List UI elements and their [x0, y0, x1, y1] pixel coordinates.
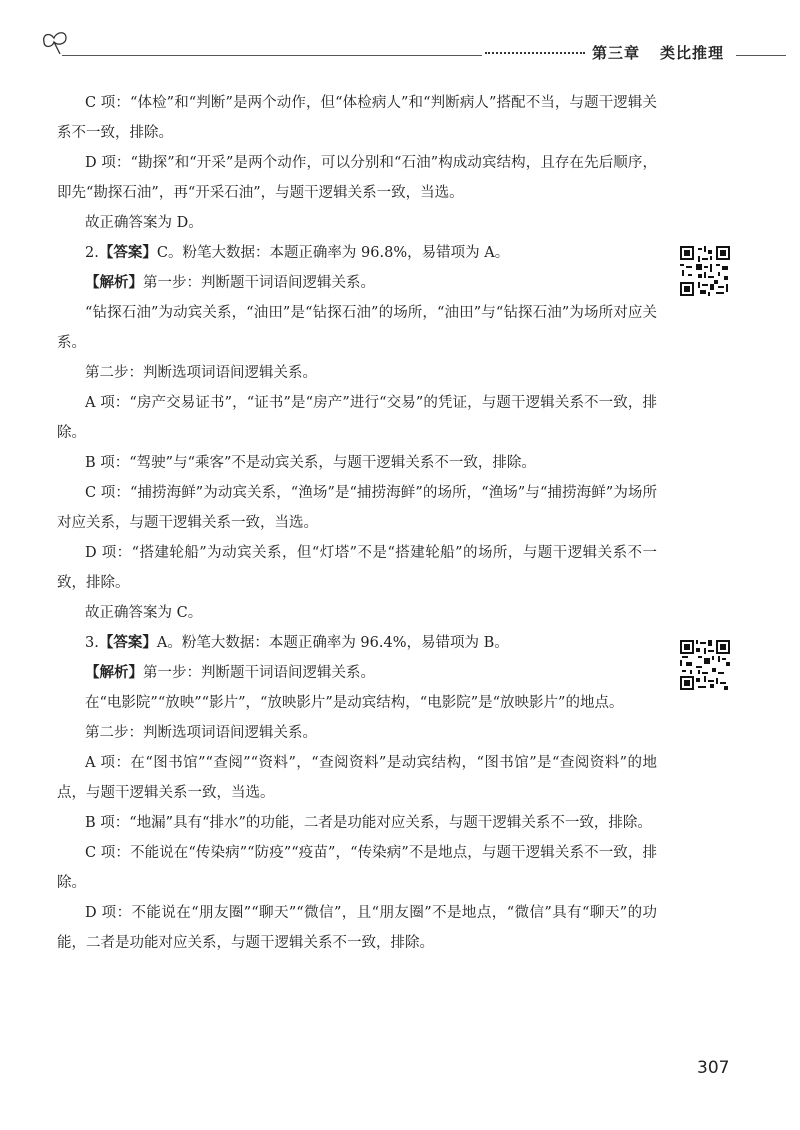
paragraph: C 项：“捕捞海鲜”为动宾关系，“渔场”是“捕捞海鲜”的场所，“渔场”与“捕捞海鲜”为场所对应关系，与题干逻辑关系一致，当选。 [57, 485, 657, 531]
answer-text: A。粉笔大数据：本题正确率为 96.4%，易错项为 B。 [156, 635, 509, 651]
question-number: 2. [85, 245, 99, 261]
analysis-tag: 【解析】 [85, 275, 143, 291]
paragraph: “钻探石油”为动宾关系，“油田”是“钻探石油”的场所，“油田”与“钻探石油”为场所对应关系。 [57, 305, 657, 351]
paragraph: D 项：“搭建轮船”为动宾关系，但“灯塔”不是“搭建轮船”的场所，与题干逻辑关系不一致，排除。 [57, 545, 657, 591]
page-body [57, 88, 657, 958]
paragraph: 故正确答案为 C。 [85, 605, 203, 621]
chapter-number: 第三章 [592, 44, 641, 62]
answer-line [57, 628, 657, 658]
paragraph: 在“电影院”“放映”“影片”，“放映影片”是动宾结构，“电影院”是“放映影片”的地点。 [85, 695, 624, 711]
analysis-text: 第一步：判断题干词语间逻辑关系。 [143, 275, 375, 291]
paragraph: B 项：“地漏”具有“排水”的功能，二者是功能对应关系，与题干逻辑关系不一致，排除。 [85, 815, 652, 831]
paragraph: 第二步：判断选项词语间逻辑关系。 [85, 725, 317, 741]
analysis-text: 第一步：判断题干词语间逻辑关系。 [143, 665, 375, 681]
paragraph: C 项：不能说在“传染病”“防疫”“疫苗”，“传染病”不是地点，与题干逻辑关系不一致，排除。 [57, 845, 657, 891]
header-rule-right [736, 55, 786, 56]
chapter-heading [592, 42, 724, 63]
paragraph: 第二步：判断选项词语间逻辑关系。 [85, 365, 317, 381]
paragraph: 故正确答案为 D。 [85, 215, 203, 231]
analysis-line [57, 268, 657, 298]
paragraph: B 项：“驾驶”与“乘客”不是动宾关系，与题干逻辑关系不一致，排除。 [85, 455, 536, 471]
answer-tag: 【答案】 [98, 635, 157, 651]
page-header [0, 0, 800, 70]
analysis-tag: 【解析】 [85, 665, 143, 681]
paragraph: A 项：在“图书馆”“查阅”“资料”，“查阅资料”是动宾结构，“图书馆”是“查阅资料”的地点，与题干逻辑关系一致，当选。 [57, 755, 657, 801]
paragraph: C 项：“体检”和“判断”是两个动作，但“体检病人”和“判断病人”搭配不当，与题干逻辑关系不一致，排除。 [57, 95, 657, 141]
question-number: 3. [85, 635, 99, 651]
paragraph: D 项：“勘探”和“开采”是两个动作，可以分别和“石油”构成动宾结构，且存在先后顺序，即先“勘探石油”，再“开采石油”，与题干逻辑关系一致，当选。 [57, 155, 657, 201]
paragraph: A 项：“房产交易证书”，“证书”是“房产”进行“交易”的凭证，与题干逻辑关系不一致，排除。 [57, 395, 657, 441]
answer-line [57, 238, 657, 268]
qr-code-icon[interactable] [680, 640, 730, 690]
header-rule-dotted [485, 52, 585, 54]
chapter-title: 类比推理 [660, 44, 725, 62]
leaf-ornament-icon [40, 28, 70, 54]
answer-text: C。粉笔大数据：本题正确率为 96.8%，易错项为 A。 [156, 245, 510, 261]
qr-code-icon[interactable] [680, 246, 730, 296]
header-rule-left [62, 55, 482, 56]
paragraph: D 项：不能说在“朋友圈”“聊天”“微信”，且“朋友圈”不是地点，“微信”具有“聊天”的功能，二者是功能对应关系，与题干逻辑关系不一致，排除。 [57, 905, 657, 951]
page-number: 307 [697, 1058, 730, 1078]
answer-tag: 【答案】 [98, 245, 157, 261]
analysis-line [57, 658, 657, 688]
